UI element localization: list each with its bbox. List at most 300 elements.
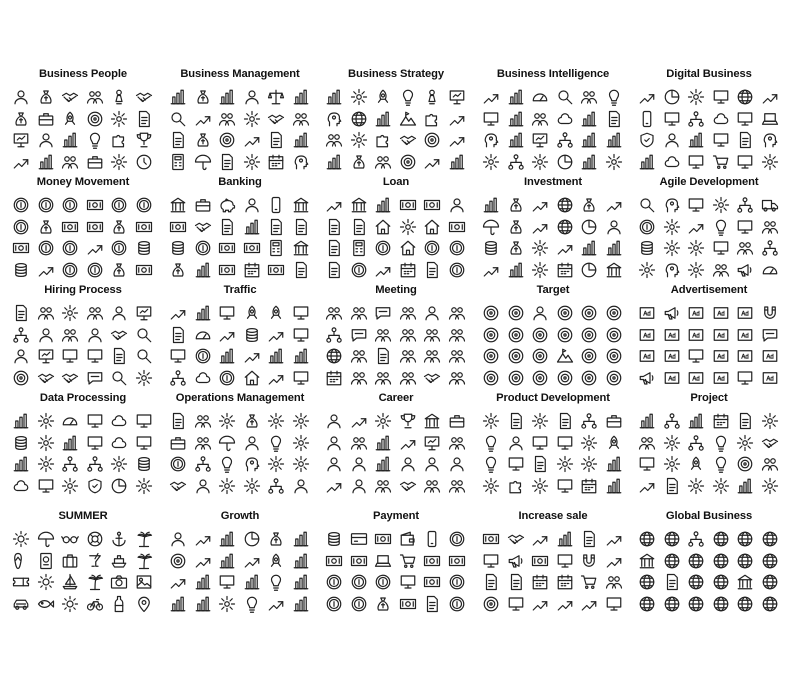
- document-icon: [325, 218, 343, 236]
- handshake-icon: [135, 88, 153, 106]
- monitor-icon: [736, 218, 754, 236]
- target-icon: [605, 369, 623, 387]
- sun-icon: [12, 530, 30, 548]
- handshake-icon: [399, 477, 417, 495]
- document-icon: [663, 573, 681, 591]
- icon-grid: [12, 530, 154, 614]
- target-icon: [86, 110, 104, 128]
- network-icon: [556, 131, 574, 149]
- gear-icon: [135, 477, 153, 495]
- gear-icon: [135, 369, 153, 387]
- avatar-icon: [292, 477, 310, 495]
- growth-arrow-icon: [243, 347, 261, 365]
- glasses-icon: [61, 530, 79, 548]
- team-icon: [448, 369, 466, 387]
- chart-bar-icon: [448, 153, 466, 171]
- team-icon: [736, 239, 754, 257]
- document-icon: [580, 530, 598, 548]
- shield-icon: [86, 477, 104, 495]
- bank-icon: [292, 239, 310, 257]
- gear-icon: [663, 455, 681, 473]
- money-bill-icon: [448, 552, 466, 570]
- idea-bulb-icon: [218, 455, 236, 473]
- rocket-icon: [243, 304, 261, 322]
- growth-arrow-icon: [423, 153, 441, 171]
- monitor-icon: [556, 552, 574, 570]
- search-icon: [110, 369, 128, 387]
- gear-icon: [267, 455, 285, 473]
- globe-icon: [556, 196, 574, 214]
- team-icon: [194, 434, 212, 452]
- ad-sign-icon: [736, 304, 754, 322]
- gear-icon: [482, 153, 500, 171]
- idea-bulb-icon: [712, 434, 730, 452]
- calendar-icon: [556, 573, 574, 591]
- chart-bar-icon: [194, 595, 212, 613]
- icon-grid: [638, 196, 780, 280]
- chart-pie-icon: [110, 477, 128, 495]
- coin-icon: [194, 347, 212, 365]
- coin-icon: [325, 573, 343, 591]
- growth-arrow-icon: [448, 110, 466, 128]
- scale-icon: [267, 88, 285, 106]
- document-icon: [169, 326, 187, 344]
- coin-stack-icon: [638, 239, 656, 257]
- team-icon: [218, 110, 236, 128]
- coin-icon: [169, 455, 187, 473]
- globe-icon: [761, 530, 779, 548]
- target-icon: [531, 347, 549, 365]
- monitor-icon: [638, 455, 656, 473]
- avatar-icon: [169, 530, 187, 548]
- target-icon: [423, 131, 441, 149]
- growth-arrow-icon: [531, 218, 549, 236]
- money-bag-icon: [507, 239, 525, 257]
- monitor-icon: [292, 304, 310, 322]
- coin-icon: [448, 239, 466, 257]
- monitor-icon: [86, 434, 104, 452]
- monitor-icon: [687, 347, 705, 365]
- globe-icon: [663, 552, 681, 570]
- magnet-icon: [580, 552, 598, 570]
- team-icon: [350, 304, 368, 322]
- growth-arrow-icon: [218, 326, 236, 344]
- gear-icon: [605, 153, 623, 171]
- presentation-icon: [135, 304, 153, 322]
- money-bill-icon: [61, 218, 79, 236]
- anchor-icon: [110, 530, 128, 548]
- globe-icon: [663, 595, 681, 613]
- ad-sign-icon: [638, 347, 656, 365]
- monitor-icon: [218, 573, 236, 591]
- coin-icon: [110, 239, 128, 257]
- growth-arrow-icon: [243, 131, 261, 149]
- category-business-intelligence: [478, 68, 628, 178]
- team-icon: [37, 304, 55, 322]
- chart-bar-icon: [605, 239, 623, 257]
- money-bag-icon: [37, 88, 55, 106]
- document-icon: [423, 261, 441, 279]
- chart-bar-icon: [194, 573, 212, 591]
- monitor-icon: [556, 477, 574, 495]
- briefcase-icon: [605, 412, 623, 430]
- money-bill-icon: [218, 239, 236, 257]
- calendar-icon: [712, 412, 730, 430]
- document-icon: [292, 218, 310, 236]
- sun-icon: [61, 595, 79, 613]
- chart-pie-icon: [580, 261, 598, 279]
- chart-bar-icon: [267, 347, 285, 365]
- category-global-business: [634, 510, 784, 620]
- globe-icon: [736, 595, 754, 613]
- gear-icon: [218, 477, 236, 495]
- ad-sign-icon: [712, 347, 730, 365]
- document-icon: [507, 573, 525, 591]
- coin-icon: [325, 595, 343, 613]
- briefcase-icon: [86, 153, 104, 171]
- target-icon: [531, 326, 549, 344]
- category-title: Advertisement: [670, 284, 748, 296]
- network-icon: [267, 477, 285, 495]
- money-bag-icon: [110, 261, 128, 279]
- gear-icon: [350, 131, 368, 149]
- calendar-icon: [267, 153, 285, 171]
- avatar-icon: [605, 218, 623, 236]
- cloud-icon: [663, 153, 681, 171]
- svg-text:Ad: Ad: [667, 354, 676, 361]
- calendar-icon: [580, 477, 598, 495]
- rocket-icon: [267, 304, 285, 322]
- globe-icon: [712, 552, 730, 570]
- avatar-icon: [663, 131, 681, 149]
- ad-sign-icon: [663, 326, 681, 344]
- laptop-icon: [374, 552, 392, 570]
- category-operations-management: [165, 392, 315, 502]
- gear-icon: [243, 477, 261, 495]
- category-title: Target: [536, 284, 570, 296]
- icon-grid: [638, 88, 780, 172]
- coin-icon: [448, 595, 466, 613]
- money-bill-icon: [399, 595, 417, 613]
- target-icon: [12, 369, 30, 387]
- presentation-icon: [531, 131, 549, 149]
- growth-arrow-icon: [194, 552, 212, 570]
- calculator-icon: [350, 239, 368, 257]
- head-gear-icon: [292, 153, 310, 171]
- growth-arrow-icon: [194, 110, 212, 128]
- palm-icon: [135, 530, 153, 548]
- money-bill-icon: [531, 552, 549, 570]
- gear-icon: [531, 239, 549, 257]
- svg-text:Ad: Ad: [741, 354, 749, 361]
- coin-icon: [12, 218, 30, 236]
- network-icon: [86, 455, 104, 473]
- team-icon: [638, 434, 656, 452]
- monitor-icon: [507, 595, 525, 613]
- growth-arrow-icon: [350, 412, 368, 430]
- drink-icon: [86, 552, 104, 570]
- money-bill-icon: [350, 552, 368, 570]
- monitor-icon: [482, 552, 500, 570]
- team-icon: [423, 347, 441, 365]
- icon-grid: [325, 412, 467, 496]
- category-product-development: [478, 392, 628, 502]
- target-icon: [482, 369, 500, 387]
- cloud-icon: [110, 434, 128, 452]
- growth-arrow-icon: [482, 261, 500, 279]
- coin-icon: [12, 196, 30, 214]
- money-bill-icon: [374, 530, 392, 548]
- idea-bulb-icon: [482, 455, 500, 473]
- idea-bulb-icon: [267, 573, 285, 591]
- avatar-icon: [194, 477, 212, 495]
- team-icon: [761, 455, 779, 473]
- growth-arrow-icon: [86, 239, 104, 257]
- avatar-icon: [399, 455, 417, 473]
- idea-bulb-icon: [86, 131, 104, 149]
- money-bill-icon: [135, 261, 153, 279]
- handshake-icon: [399, 131, 417, 149]
- coin-icon: [110, 196, 128, 214]
- monitor-icon: [507, 455, 525, 473]
- coin-icon: [194, 239, 212, 257]
- megaphone-icon: [736, 261, 754, 279]
- handshake-icon: [423, 369, 441, 387]
- target-icon: [482, 326, 500, 344]
- monitor-icon: [687, 196, 705, 214]
- umbrella-icon: [218, 434, 236, 452]
- rocket-icon: [61, 110, 79, 128]
- team-icon: [350, 347, 368, 365]
- coin-icon: [350, 573, 368, 591]
- bank-icon: [638, 552, 656, 570]
- icon-grid: [325, 196, 467, 280]
- document-icon: [135, 110, 153, 128]
- suitcase-icon: [61, 552, 79, 570]
- chart-pie-icon: [580, 218, 598, 236]
- document-icon: [374, 347, 392, 365]
- chart-bar-icon: [292, 552, 310, 570]
- chart-bar-icon: [605, 477, 623, 495]
- network-icon: [61, 455, 79, 473]
- target-icon: [556, 369, 574, 387]
- category-title: Increase sale: [518, 510, 588, 522]
- icon-grid: [482, 88, 624, 172]
- ship-icon: [110, 552, 128, 570]
- avatar-icon: [350, 477, 368, 495]
- bottle-icon: [110, 595, 128, 613]
- mountain-icon: [399, 110, 417, 128]
- network-icon: [687, 110, 705, 128]
- puzzle-icon: [423, 110, 441, 128]
- category-business-people: [8, 68, 158, 178]
- globe-icon: [687, 573, 705, 591]
- chart-bar-icon: [292, 595, 310, 613]
- cloud-icon: [194, 369, 212, 387]
- umbrella-icon: [194, 153, 212, 171]
- monitor-icon: [736, 110, 754, 128]
- category-title: Banking: [218, 176, 262, 188]
- gear-icon: [761, 153, 779, 171]
- chart-bar-icon: [507, 110, 525, 128]
- category-digital-business: [634, 68, 784, 178]
- document-icon: [218, 153, 236, 171]
- avatar-icon: [507, 434, 525, 452]
- chart-bar-icon: [61, 131, 79, 149]
- piggy-bank-icon: [218, 196, 236, 214]
- icon-grid: [12, 196, 154, 280]
- rocket-icon: [687, 455, 705, 473]
- category-title: Business Strategy: [348, 68, 444, 80]
- chart-bar-icon: [325, 88, 343, 106]
- idea-bulb-icon: [399, 88, 417, 106]
- svg-text:Ad: Ad: [643, 311, 651, 318]
- svg-text:Ad: Ad: [716, 311, 725, 318]
- svg-text:Ad: Ad: [716, 333, 725, 340]
- growth-arrow-icon: [37, 261, 55, 279]
- gear-icon: [37, 434, 55, 452]
- gear-icon: [292, 412, 310, 430]
- document-icon: [267, 218, 285, 236]
- idea-bulb-icon: [482, 434, 500, 452]
- document-icon: [169, 412, 187, 430]
- team-icon: [374, 477, 392, 495]
- sailboat-icon: [61, 573, 79, 591]
- money-bag-icon: [507, 218, 525, 236]
- document-icon: [325, 239, 343, 257]
- target-icon: [580, 326, 598, 344]
- chart-bar-icon: [687, 412, 705, 430]
- document-icon: [169, 131, 187, 149]
- gauge-icon: [531, 88, 549, 106]
- svg-text:Ad: Ad: [692, 333, 700, 340]
- network-icon: [663, 412, 681, 430]
- avatar-icon: [350, 455, 368, 473]
- category-title: Business Intelligence: [496, 68, 610, 80]
- gear-icon: [736, 434, 754, 452]
- monitor-icon: [687, 153, 705, 171]
- ad-sign-icon: [761, 347, 779, 365]
- target-icon: [605, 304, 623, 322]
- head-gear-icon: [761, 131, 779, 149]
- ad-sign-icon: [712, 304, 730, 322]
- icon-grid: [325, 304, 467, 388]
- network-icon: [507, 153, 525, 171]
- money-bill-icon: [12, 239, 30, 257]
- cloud-icon: [110, 412, 128, 430]
- category-target: [478, 284, 628, 394]
- svg-text:Ad: Ad: [741, 311, 749, 318]
- target-icon: [556, 304, 574, 322]
- category-title: Business Management: [180, 68, 300, 80]
- chat-icon: [86, 369, 104, 387]
- fish-icon: [37, 595, 55, 613]
- gear-icon: [687, 88, 705, 106]
- megaphone-icon: [663, 304, 681, 322]
- gauge-icon: [194, 326, 212, 344]
- handshake-icon: [61, 369, 79, 387]
- avatar-icon: [12, 347, 30, 365]
- target-icon: [507, 304, 525, 322]
- rocket-icon: [267, 552, 285, 570]
- growth-arrow-icon: [325, 196, 343, 214]
- monitor-icon: [292, 369, 310, 387]
- monitor-icon: [736, 153, 754, 171]
- bank-icon: [736, 573, 754, 591]
- globe-icon: [638, 595, 656, 613]
- head-gear-icon: [482, 131, 500, 149]
- calculator-icon: [267, 239, 285, 257]
- chart-bar-icon: [61, 434, 79, 452]
- target-icon: [556, 326, 574, 344]
- category-increase-sale: [478, 510, 628, 620]
- globe-icon: [761, 595, 779, 613]
- team-icon: [399, 304, 417, 322]
- chart-pie-icon: [243, 530, 261, 548]
- target-icon: [218, 131, 236, 149]
- chart-bar-icon: [736, 477, 754, 495]
- cart-icon: [399, 552, 417, 570]
- target-icon: [507, 326, 525, 344]
- calendar-icon: [531, 573, 549, 591]
- icon-grid: [638, 304, 780, 388]
- coin-stack-icon: [482, 239, 500, 257]
- briefcase-icon: [169, 434, 187, 452]
- growth-arrow-icon: [605, 552, 623, 570]
- monitor-icon: [663, 110, 681, 128]
- globe-icon: [325, 347, 343, 365]
- team-icon: [580, 88, 598, 106]
- target-icon: [169, 552, 187, 570]
- category-title: Project: [690, 392, 728, 404]
- monitor-icon: [169, 347, 187, 365]
- team-icon: [761, 218, 779, 236]
- globe-icon: [736, 88, 754, 106]
- category-title: Payment: [373, 510, 419, 522]
- chart-bar-icon: [325, 153, 343, 171]
- svg-text:Ad: Ad: [643, 333, 651, 340]
- svg-text:Ad: Ad: [667, 333, 676, 340]
- gear-icon: [61, 304, 79, 322]
- shield-icon: [638, 131, 656, 149]
- category-title: Loan: [382, 176, 410, 188]
- category-title: Product Development: [496, 392, 610, 404]
- coin-icon: [448, 530, 466, 548]
- growth-arrow-icon: [267, 369, 285, 387]
- calendar-icon: [243, 261, 261, 279]
- gear-icon: [687, 477, 705, 495]
- growth-arrow-icon: [448, 131, 466, 149]
- money-bag-icon: [267, 530, 285, 548]
- ad-sign-icon: [687, 369, 705, 387]
- monitor-icon: [218, 304, 236, 322]
- puzzle-icon: [374, 131, 392, 149]
- gear-icon: [110, 110, 128, 128]
- avatar-icon: [86, 326, 104, 344]
- briefcase-icon: [37, 110, 55, 128]
- coin-stack-icon: [243, 326, 261, 344]
- category-advertisement: [634, 284, 784, 394]
- gear-icon: [218, 595, 236, 613]
- document-icon: [350, 218, 368, 236]
- document-icon: [292, 261, 310, 279]
- avatar-icon: [110, 304, 128, 322]
- money-bag-icon: [350, 153, 368, 171]
- bank-icon: [350, 196, 368, 214]
- mountain-icon: [556, 347, 574, 365]
- target-icon: [507, 369, 525, 387]
- ad-sign-icon: [712, 369, 730, 387]
